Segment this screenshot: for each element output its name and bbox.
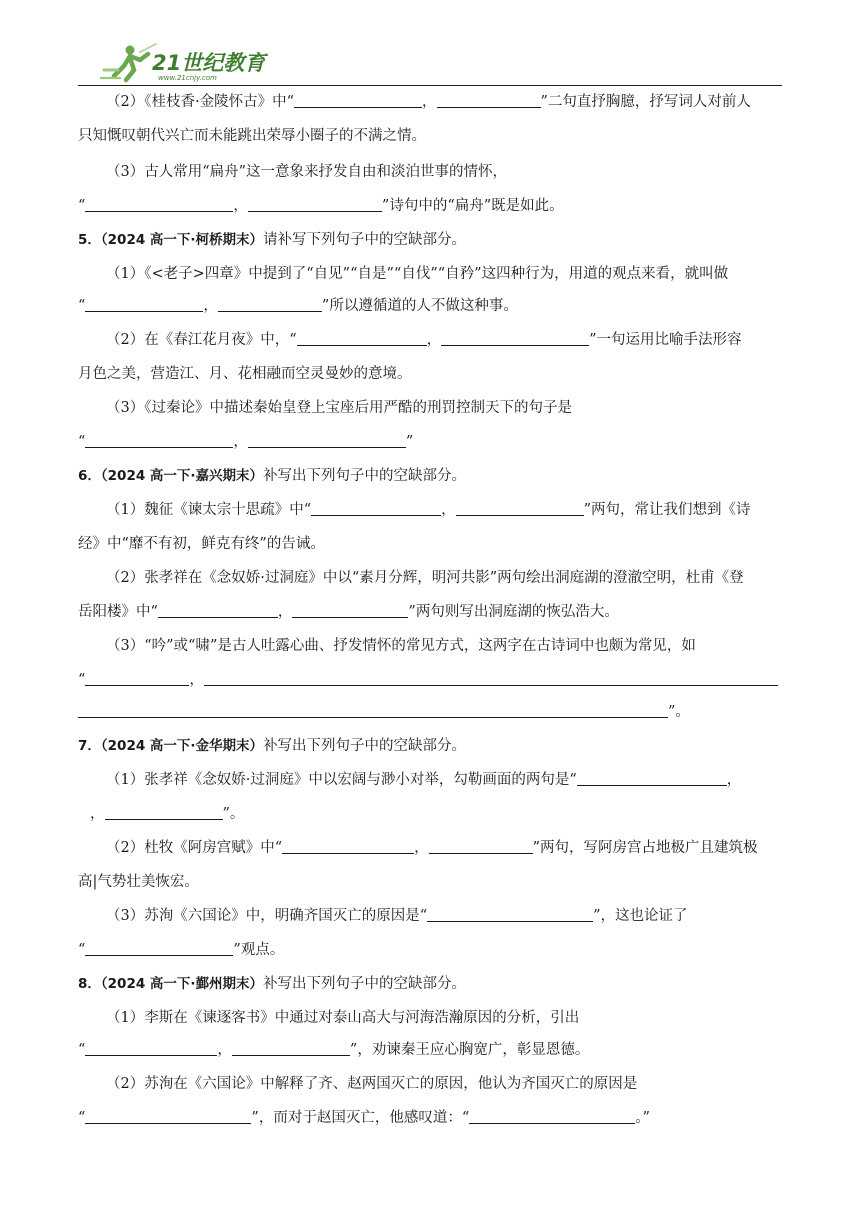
- answer-blank[interactable]: [297, 331, 427, 346]
- answer-blank[interactable]: [78, 703, 668, 718]
- answer-blank[interactable]: [294, 93, 422, 108]
- answer-blank[interactable]: [441, 331, 589, 346]
- q4-part2-line2: 只知慨叹朝代兴亡而未能跳出荣辱小圈子的不满之情。: [78, 128, 426, 144]
- q7-part3-line2: “ ”观点。: [78, 942, 285, 958]
- q4-part3-line2: “ ， ”诗句中的“扁舟”既是如此。: [78, 198, 564, 214]
- answer-blank[interactable]: [85, 197, 233, 212]
- question-5-header: 5．（2024 高一下·柯桥期末）请补写下列句子中的空缺部分。: [78, 232, 467, 248]
- answer-blank[interactable]: [218, 297, 322, 312]
- answer-blank[interactable]: [85, 1041, 217, 1056]
- answer-blank[interactable]: [292, 603, 408, 618]
- header-rule: [78, 85, 782, 86]
- q8-part1-line2: “ ， ”，劝谏秦王应心胸宽广，彰显恩德。: [78, 1042, 590, 1058]
- answer-blank[interactable]: [85, 433, 233, 448]
- q5-part1-line2: “ ， ”所以遵循道的人不做这种事。: [78, 298, 518, 314]
- answer-blank[interactable]: [85, 941, 233, 956]
- q7-part3-line1: （3）苏洵《六国论》中，明确齐国灭亡的原因是“ ”，这也论证了: [106, 908, 688, 924]
- answer-blank[interactable]: [456, 501, 584, 516]
- site-logo: [100, 40, 270, 84]
- q8-part2-line1: （2）苏洵在《六国论》中解释了齐、赵两国灭亡的原因，他认为齐国灭亡的原因是: [106, 1076, 638, 1092]
- q5-part1-line1: （1）《<老子>四章》中提到了“自见”“自是”“自伐”“自矜”这四种行为，用道的观点来看，就叫做: [106, 266, 729, 282]
- q5-part3-line2: “ ， ”: [78, 434, 414, 450]
- answer-blank[interactable]: [204, 671, 778, 686]
- q6-part3-line2: “ ，: [78, 670, 778, 690]
- q6-part3-line1: （3）“吟”或“啸”是古人吐露心曲、抒发情怀的常见方式，这两字在古诗词中也颇为常见，如: [106, 638, 696, 654]
- question-8-header: 8．（2024 高一下·鄞州期末）补写出下列句子中的空缺部分。: [78, 976, 467, 992]
- question-6-header: 6．（2024 高一下·嘉兴期末）补写出下列句子中的空缺部分。: [78, 468, 467, 484]
- answer-blank[interactable]: [85, 671, 189, 686]
- answer-blank[interactable]: [311, 501, 441, 516]
- answer-blank[interactable]: [85, 1109, 251, 1124]
- answer-blank[interactable]: [232, 1041, 350, 1056]
- answer-blank[interactable]: [248, 433, 406, 448]
- q8-part2-line2: “ ”，而对于赵国灭亡，他感叹道：“ 。”: [78, 1110, 650, 1126]
- answer-blank[interactable]: [248, 197, 382, 212]
- q7-part2-line1: （2）杜牧《阿房宫赋》中“ ， ”两句，写阿房宫占地极广且建筑极: [106, 840, 758, 856]
- q6-part3-line3: ”。: [78, 702, 690, 722]
- answer-blank[interactable]: [429, 839, 533, 854]
- q6-part2-line2: 岳阳楼》中“ ， ”两句则写出洞庭湖的恢弘浩大。: [78, 604, 619, 620]
- answer-blank[interactable]: [85, 297, 203, 312]
- answer-blank[interactable]: [437, 93, 541, 108]
- svg-text:21世纪教育: 21世纪教育: [152, 51, 266, 75]
- q5-part3-line1: （3）《过秦论》中描述秦始皇登上宝座后用严酷的刑罚控制天下的句子是: [106, 400, 572, 416]
- q5-part2-line2: 月色之美，营造江、月、花相融而空灵曼妙的意境。: [78, 366, 412, 382]
- answer-blank[interactable]: [105, 805, 223, 820]
- q7-part1-line2: ， ”。: [90, 806, 245, 822]
- q4-part2-line1: （2）《桂枝香·金陵怀古》中“ ， ”二句直抒胸臆，抒写词人对前人: [106, 94, 751, 110]
- page-header: [78, 36, 782, 86]
- q7-part2-line2: 高|气势壮美恢宏。: [78, 874, 199, 890]
- q4-part3-line1: （3）古人常用“扁舟”这一意象来抒发自由和淡泊世事的情怀，: [106, 164, 508, 180]
- q5-part2-line1: （2）在《春江花月夜》中，“ ， ”一句运用比喻手法形容: [106, 332, 742, 348]
- q7-part1-line1: （1）张孝祥《念奴娇·过洞庭》中以宏阔与渺小对举，勾勒画面的两句是“ ，: [106, 772, 742, 788]
- q6-part1-line1: （1）魏征《谏太宗十思疏》中“ ， ”两句，常让我们想到《诗: [106, 502, 751, 518]
- answer-blank[interactable]: [282, 839, 414, 854]
- answer-blank[interactable]: [427, 907, 593, 922]
- q6-part2-line1: （2）张孝祥在《念奴娇·过洞庭》中以“素月分辉，明河共影”两句绘出洞庭湖的澄澈空明，杜甫《登: [106, 570, 744, 586]
- q6-part1-line2: 经》中“靡不有初，鲜克有终”的告诫。: [78, 536, 325, 552]
- answer-blank[interactable]: [158, 603, 278, 618]
- q8-part1-line1: （1）李斯在《谏逐客书》中通过对泰山高大与河海浩瀚原因的分析，引出: [106, 1010, 580, 1026]
- svg-text:www.21cnjy.com: www.21cnjy.com: [158, 74, 217, 82]
- runner-icon: [100, 44, 156, 80]
- answer-blank[interactable]: [577, 771, 727, 786]
- answer-blank[interactable]: [469, 1109, 635, 1124]
- question-7-header: 7．（2024 高一下·金华期末）补写出下列句子中的空缺部分。: [78, 738, 467, 754]
